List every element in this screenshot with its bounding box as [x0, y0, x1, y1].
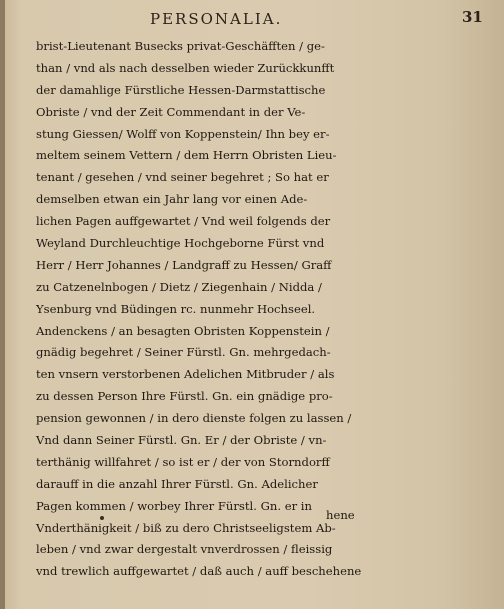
text-line: Herr / Herr Johannes / Landgraff zu Hessen/ Graff	[36, 257, 332, 272]
text-line: leben / vnd zwar dergestalt vnverdrossen / fleissig	[36, 542, 333, 557]
text-line: demselben etwan ein Jahr lang vor einen Ade-	[36, 192, 308, 207]
text-line: Obriste / vnd der Zeit Commendant in der Ve-	[36, 104, 306, 119]
text-line: Vnderthänigkeit / biß zu dero Christseeligstem Ab-	[36, 520, 336, 535]
text-line: zu Catzenelnbogen / Dietz / Ziegenhain / Nidda /	[36, 279, 322, 294]
text-line: Vnd dann Seiner Fürstl. Gn. Er / der Obriste / vn-	[36, 433, 327, 448]
text-line: meltem seinem Vettern / dem Herrn Obristen Lieu-	[36, 148, 337, 163]
running-head: PERSONALIA.	[150, 10, 283, 28]
text-line: Weyland Durchleuchtige Hochgeborne Fürst vnd	[36, 236, 325, 251]
text-line: vnd trewlich auffgewartet / daß auch / auff beschehene	[36, 564, 362, 579]
text-line: ten vnsern verstorbenen Adelichen Mitbruder / als	[36, 367, 335, 382]
text-line: brist-Lieutenant Busecks privat-Geschäfften / ge-	[36, 39, 325, 53]
text-line: terthänig willfahret / so ist er / der von Storndorff	[36, 454, 330, 469]
text-line: tenant / gesehen / vnd seiner begehret ; So hat er	[36, 170, 329, 185]
page-header	[0, 10, 504, 34]
ink-dot	[100, 516, 104, 520]
catchword: hene	[326, 508, 355, 522]
text-line: Pagen kommen / worbey Ihrer Fürstl. Gn. er in	[36, 498, 312, 513]
page-gutter-edge	[0, 0, 5, 609]
text-line: gnädig begehret / Seiner Fürstl. Gn. mehrgedach-	[36, 345, 331, 360]
page-number: 31	[462, 8, 483, 26]
text-line: darauff in die anzahl Ihrer Fürstl. Gn. Adelicher	[36, 476, 318, 491]
text-line: than / vnd als nach desselben wieder Zurückkunfft	[36, 60, 335, 75]
text-line: lichen Pagen auffgewartet / Vnd weil folgends der	[36, 214, 331, 229]
text-line: Ysenburg vnd Büdingen rc. nunmehr Hochseel.	[36, 301, 316, 316]
text-line: der damahlige Fürstliche Hessen-Darmstattische	[36, 82, 326, 97]
body-text	[36, 36, 368, 583]
text-line: zu dessen Person Ihre Fürstl. Gn. ein gnädige pro-	[36, 389, 333, 404]
text-line: pension gewonnen / in dero dienste folgen zu lassen /	[36, 411, 352, 426]
text-line: Andenckens / an besagten Obristen Koppenstein /	[36, 323, 330, 338]
text-line: stung Giessen/ Wolff von Koppenstein/ Ihn bey er-	[36, 126, 330, 141]
